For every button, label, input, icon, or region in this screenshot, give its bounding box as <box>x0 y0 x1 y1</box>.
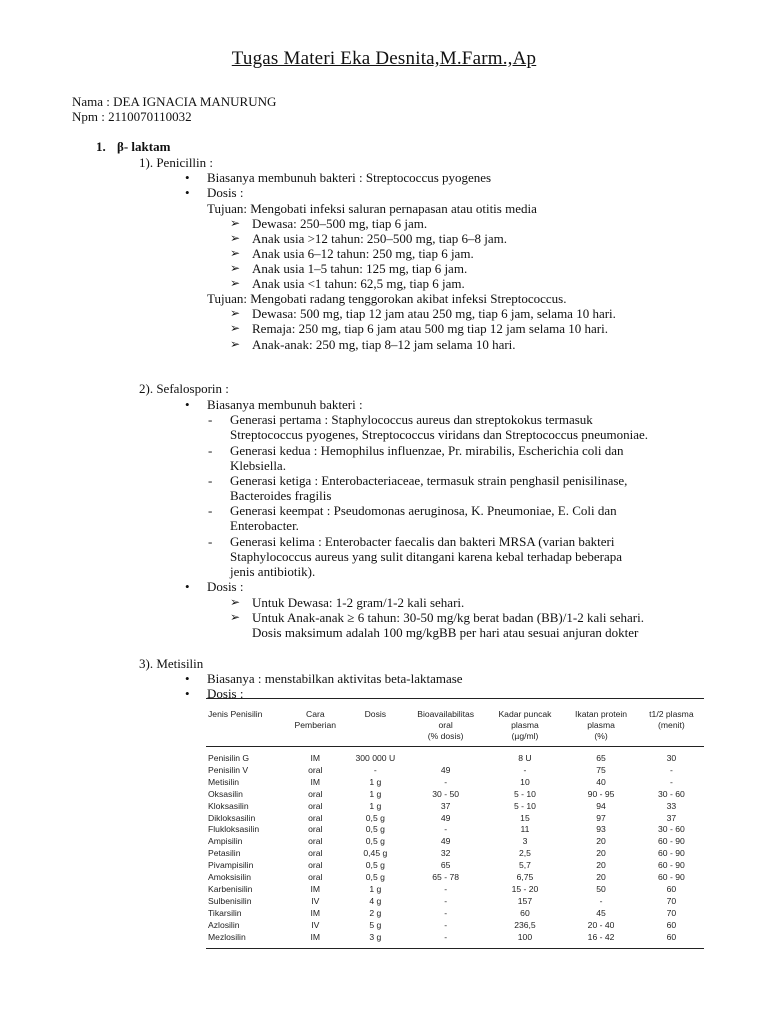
table-cell: 37 <box>666 812 677 823</box>
table-cell: 30 <box>666 753 677 763</box>
table-row <box>206 789 704 801</box>
student-npm: Npm : 2110070110032 <box>72 109 192 124</box>
table-cell: Pivampisilin <box>208 860 254 871</box>
table-cell: 11 <box>520 824 530 835</box>
table-row <box>206 908 704 920</box>
table-cell: Oksasilin <box>208 788 243 799</box>
table-cell: 20 <box>596 836 606 847</box>
penicillin-label: 1). Penicillin : <box>139 155 214 170</box>
table-cell: 60 <box>666 883 677 894</box>
table-cell: 0,5 g <box>365 824 385 835</box>
table-cell: 45 <box>596 907 606 918</box>
table-body <box>206 747 704 949</box>
table-row <box>206 896 704 908</box>
table-row <box>206 848 704 860</box>
penicillin-pharmacokinetics-table <box>206 698 704 949</box>
table-cell: oral <box>308 860 323 871</box>
table-cell: 2,5 <box>518 848 531 859</box>
table-cell: Mezlosilin <box>206 932 285 948</box>
sefalosporin-bacteria: • Biasanya membunuh bakteri : <box>207 397 363 412</box>
table-cell: 90 - 95 <box>587 788 615 799</box>
table-cell: 70 <box>666 895 677 906</box>
document-title: Tugas Materi Eka Desnita,M.Farm.,Ap <box>231 48 537 69</box>
table-cell: IM <box>310 776 321 787</box>
table-cell: 75 <box>596 764 606 775</box>
table-cell: 10 <box>520 776 530 787</box>
table-cell <box>405 747 487 765</box>
table-header <box>206 699 704 747</box>
sefalosporin-dosis: • Dosis : <box>207 579 243 594</box>
section-number: 1. <box>96 139 106 154</box>
table-cell: - <box>523 764 527 775</box>
dose-item: ➢ Anak usia >12 tahun: 250–500 mg, tiap 6–8 jam. <box>252 231 507 246</box>
table-cell: 60 - 90 <box>658 860 685 871</box>
table-cell: oral <box>308 812 323 823</box>
table-cell: 0,5 g <box>365 860 385 871</box>
dose-item: ➢ Anak-anak: 250 mg, tiap 8–12 jam selama 10 hari. <box>252 337 516 352</box>
table-cell: - <box>669 764 673 775</box>
column-header: t1/2 plasma (menit) <box>639 699 704 747</box>
table-row <box>206 932 704 948</box>
penicillin-tujuan-2: Tujuan: Mengobati radang tenggorokan akibat infeksi Streptococcus. <box>207 291 567 306</box>
table-cell: 93 <box>596 824 606 835</box>
table-cell: 4 g <box>369 895 382 906</box>
table-cell: 49 <box>440 812 451 823</box>
table-cell: Dikloksasilin <box>208 812 256 823</box>
penicillin-dosis: • Dosis : <box>207 185 243 200</box>
table-cell: 49 <box>440 764 451 775</box>
generation-3: - Generasi ketiga : Enterobacteriaceae, termasuk strain penghasil penisilinase, <box>230 473 627 488</box>
table-cell: Azlosilin <box>208 919 240 930</box>
column-header: Jenis Penisilin <box>206 699 285 747</box>
column-header: Ikatan protein plasma (%) <box>563 699 638 747</box>
table-row <box>206 813 704 825</box>
table-row <box>206 801 704 813</box>
table-cell: 60 <box>520 907 530 918</box>
table-row <box>206 824 704 836</box>
generation-5: - Generasi kelima : Enterobacter faecalis dan bakteri MRSA (varian bakteri <box>230 534 614 549</box>
table-cell: 3 g <box>346 932 405 948</box>
table-cell: oral <box>308 848 323 859</box>
dose-item: ➢ Remaja: 250 mg, tiap 6 jam atau 500 mg tiap 12 jam selama 10 hari. <box>252 321 608 336</box>
section-heading: β- laktam <box>117 139 171 154</box>
table-cell: 0,5 g <box>365 872 385 883</box>
table-cell: - <box>444 895 448 906</box>
table-cell: 3 <box>522 836 528 847</box>
table-cell: 33 <box>666 800 677 811</box>
table-cell: oral <box>308 764 323 775</box>
generation-4: - Generasi keempat : Pseudomonas aeruginosa, K. Pneumoniae, E. Coli dan <box>230 503 617 518</box>
table-cell: 40 <box>596 776 606 787</box>
table-cell: 1 g <box>369 800 382 811</box>
table-cell: 30 - 60 <box>658 824 685 835</box>
dose-item: ➢ Anak usia 1–5 tahun: 125 mg, tiap 6 jam. <box>252 261 467 276</box>
dose-item: ➢ Anak usia 6–12 tahun: 250 mg, tiap 6 jam. <box>252 246 474 261</box>
generation-4-cont: Enterobacter. <box>230 518 299 533</box>
table-cell: 60 - 90 <box>658 872 685 883</box>
table-cell: 65 <box>596 753 606 763</box>
table-cell: 1 g <box>369 776 382 787</box>
column-header: Bioavailabilitas oral (% dosis) <box>405 699 487 747</box>
table-cell: 20 <box>596 872 606 883</box>
generation-3-cont: Bacteroides fragilis <box>230 488 332 503</box>
table-cell: Petasilin <box>208 848 241 859</box>
sefalosporin-label: 2). Sefalosporin : <box>139 381 229 396</box>
table-row <box>206 765 704 777</box>
table-cell: IM <box>310 907 321 918</box>
table-cell: 50 <box>596 883 606 894</box>
table-cell: 2 g <box>369 907 382 918</box>
dose-item: ➢ Dewasa: 250–500 mg, tiap 6 jam. <box>252 216 427 231</box>
table-cell: 37 <box>440 800 451 811</box>
table-cell: 16 - 42 <box>563 932 638 948</box>
table-cell: 157 <box>517 895 533 906</box>
dose-item: ➢ Dewasa: 500 mg, tiap 12 jam atau 250 mg, tiap 6 jam, selama 10 hari. <box>252 306 616 321</box>
table-cell: IM <box>310 753 321 763</box>
column-header: Cara Pemberian <box>285 699 346 747</box>
table-cell: 15 <box>520 812 530 823</box>
generation-2: - Generasi kedua : Hemophilus influenzae, Pr. mirabilis, Escherichia coli dan <box>230 443 624 458</box>
table-cell: Penisilin G <box>208 753 250 763</box>
dose-item: ➢ Untuk Dewasa: 1-2 gram/1-2 kali sehari. <box>252 595 464 610</box>
table-cell: oral <box>308 836 323 847</box>
table-row <box>206 777 704 789</box>
generation-2-cont: Klebsiella. <box>230 458 286 473</box>
generation-5-cont: jenis antibiotik). <box>230 564 316 579</box>
table-cell: - <box>599 895 603 906</box>
penicillin-bacteria: • Biasanya membunuh bakteri : Streptococcus pyogenes <box>207 170 491 185</box>
table-cell: oral <box>308 788 323 799</box>
table-cell: 1 g <box>369 788 382 799</box>
dose-item: ➢ Anak usia <1 tahun: 62,5 mg, tiap 6 jam. <box>252 276 465 291</box>
table-cell: 97 <box>596 812 606 823</box>
table-row <box>206 860 704 872</box>
table-cell: - <box>405 932 487 948</box>
table-cell: IV <box>311 895 320 906</box>
table-cell: 20 <box>596 848 606 859</box>
table-cell: - <box>444 883 448 894</box>
table-cell: - <box>669 776 673 787</box>
table-cell: IM <box>285 932 346 948</box>
metisilin-use: • Biasanya : menstabilkan aktivitas beta-laktamase <box>207 671 463 686</box>
table-cell: 60 - 90 <box>658 848 685 859</box>
dose-item: ➢ Untuk Anak-anak ≥ 6 tahun: 30-50 mg/kg berat badan (BB)/1-2 kali sehari. <box>252 610 644 625</box>
table-cell: IM <box>310 883 321 894</box>
table-cell: 32 <box>440 848 451 859</box>
table-header-row <box>206 699 704 747</box>
table-cell: 0,5 g <box>365 836 385 847</box>
table-cell: Penisilin V <box>208 764 249 775</box>
student-name: Nama : DEA IGNACIA MANURUNG <box>72 94 277 109</box>
table-cell: 300 000 U <box>355 753 396 763</box>
table-cell: 5 - 10 <box>513 788 536 799</box>
table-cell: Sulbenisilin <box>208 895 252 906</box>
table-cell: 60 <box>666 919 677 930</box>
metisilin-label: 3). Metisilin <box>139 656 204 671</box>
table-cell: 5 - 10 <box>513 800 536 811</box>
table-cell: 236,5 <box>514 919 536 930</box>
table-cell: 0,5 g <box>365 812 385 823</box>
table-cell: 100 <box>487 932 564 948</box>
table-cell: IV <box>311 919 320 930</box>
dose-item-cont: Dosis maksimum adalah 100 mg/kgBB per hari atau sesuai anjuran dokter <box>252 625 639 640</box>
table-row <box>206 872 704 884</box>
table-cell: 94 <box>596 800 606 811</box>
table-row <box>206 920 704 932</box>
table-cell: - <box>444 776 448 787</box>
table-cell: 6,75 <box>516 872 534 883</box>
table-row <box>206 836 704 848</box>
table-cell: - <box>373 764 377 775</box>
table-cell: Ampisilin <box>208 836 243 847</box>
table-cell: 5,7 <box>518 860 531 871</box>
table-cell: oral <box>308 824 323 835</box>
table-cell: 1 g <box>369 883 382 894</box>
generation-1: - Generasi pertama : Staphylococcus aureus dan streptokokus termasuk <box>230 412 593 427</box>
table-row <box>206 884 704 896</box>
table-cell: Flukloksasilin <box>208 824 260 835</box>
table-cell: 65 - 78 <box>432 872 460 883</box>
generation-1-cont: Streptococcus pyogenes, Streptococcus viridans dan Streptococcus pneumoniae. <box>230 427 649 442</box>
table-cell: Karbenisilin <box>208 883 253 894</box>
table-cell: 60 - 90 <box>658 836 685 847</box>
penicillin-tujuan-1: Tujuan: Mengobati infeksi saluran pernapasan atau otitis media <box>207 201 537 216</box>
table-cell: 5 g <box>369 919 382 930</box>
table-cell: 20 - 40 <box>587 919 615 930</box>
table-cell: - <box>444 824 448 835</box>
table-cell: 30 - 60 <box>658 788 685 799</box>
table-cell: Tikarsilin <box>208 907 242 918</box>
metisilin-dosis: • Dosis : <box>207 686 243 701</box>
table-cell: 70 <box>666 907 677 918</box>
table-cell: 60 <box>639 932 704 948</box>
table-cell: Kloksasilin <box>208 800 249 811</box>
column-header: Kadar puncak plasma (µg/ml) <box>487 699 564 747</box>
table-cell: 30 - 50 <box>432 788 460 799</box>
table-cell: 15 - 20 <box>511 883 539 894</box>
generation-5-cont: Staphylococcus aureus yang sulit ditangani karena kebal terhadap beberapa <box>230 549 623 564</box>
table-cell: Metisilin <box>208 776 240 787</box>
table-cell: 65 <box>440 860 451 871</box>
table-cell: - <box>444 907 448 918</box>
table-cell: 20 <box>596 860 606 871</box>
table-cell: oral <box>308 800 323 811</box>
table-cell: Amoksisilin <box>208 872 251 883</box>
table-cell: 8 U <box>518 753 532 763</box>
column-header: Dosis <box>346 699 405 747</box>
table-cell: - <box>444 919 448 930</box>
table-cell: 49 <box>440 836 451 847</box>
table-cell: oral <box>308 872 323 883</box>
table-row <box>206 747 704 765</box>
table-cell: 0,45 g <box>363 848 388 859</box>
